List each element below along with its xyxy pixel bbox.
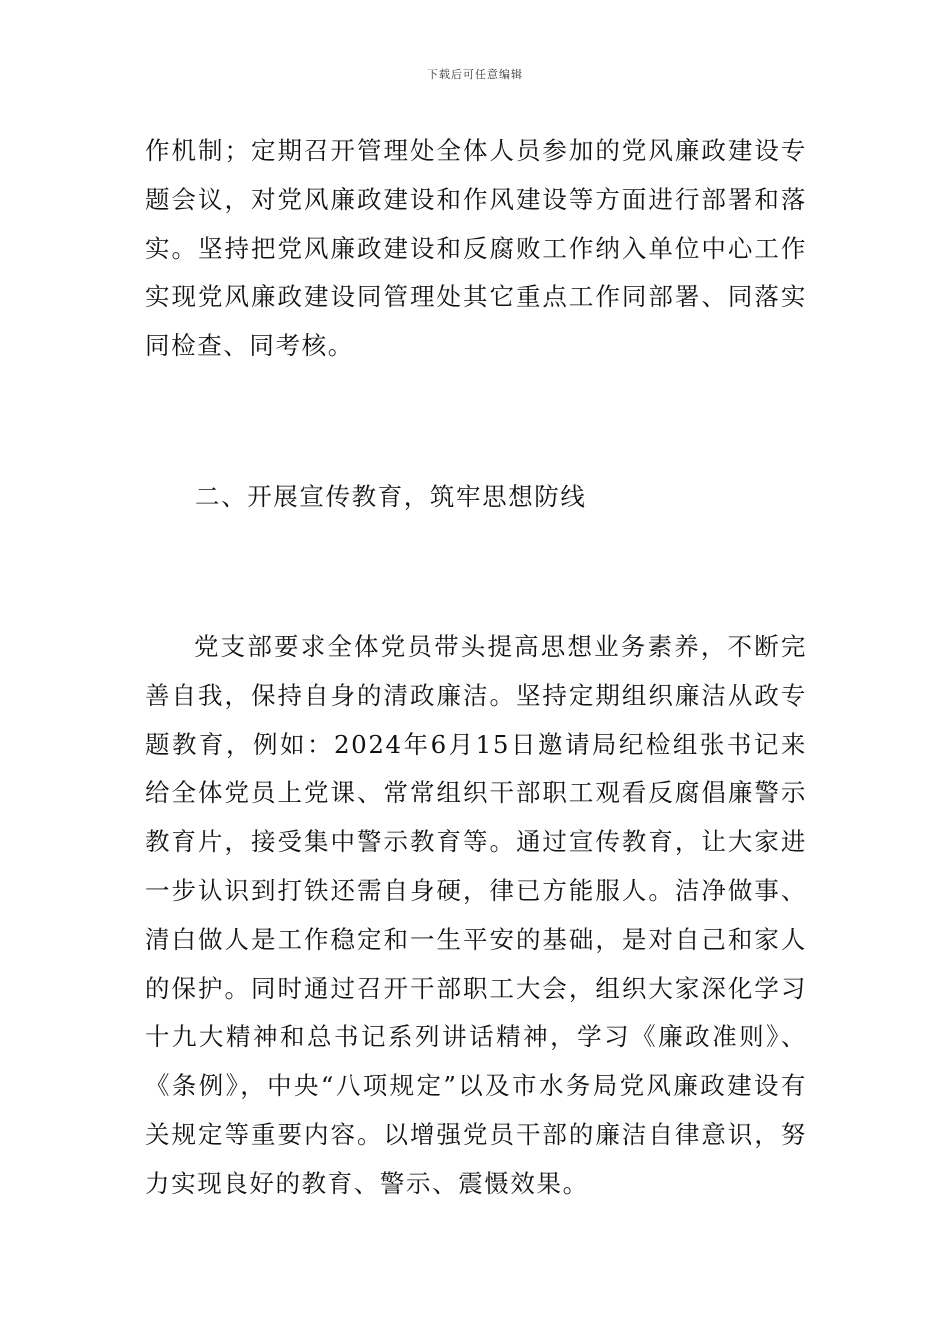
section-heading: 二、开展宣传教育，筑牢思想防线 bbox=[195, 482, 587, 511]
paragraph-2: 党支部要求全体党员带头提高思想业务素养，不断完善自我，保持自身的清政廉洁。坚持定期组织廉洁从政专题教育，例如：2024年6月15日邀请局纪检组张书记来给全体党员上党课、常常组织干部职工观看反腐倡廉警示教育片，接受集中警示教育等。通过宣传教育，让大家进一步认识到打铁还需自身硬，律已方能服人。洁净做事、清白做人是工作稳定和一生平安的基础，是对自己和家人的保护。同时通过召开干部职工大会，组织大家深化学习十九大精神和总书记系列讲话精神，学习《廉政准则》、《条例》，中央“八项规定”以及市水务局党风廉政建设有关规定等重要内容。以增强党员干部的廉洁自律意识，努力实现良好的教育、警示、震慑效果。 bbox=[145, 632, 807, 1198]
header-note: 下载后可任意编辑 bbox=[427, 68, 523, 81]
paragraph-1: 作机制；定期召开管理处全体人员参加的党风廉政建设专题会议，对党风廉政建设和作风建设等方面进行部署和落实。坚持把党风廉政建设和反腐败工作纳入单位中心工作实现党风廉政建设同管理处其它重点工作同部署、同落实同检查、同考核。 bbox=[145, 136, 807, 361]
